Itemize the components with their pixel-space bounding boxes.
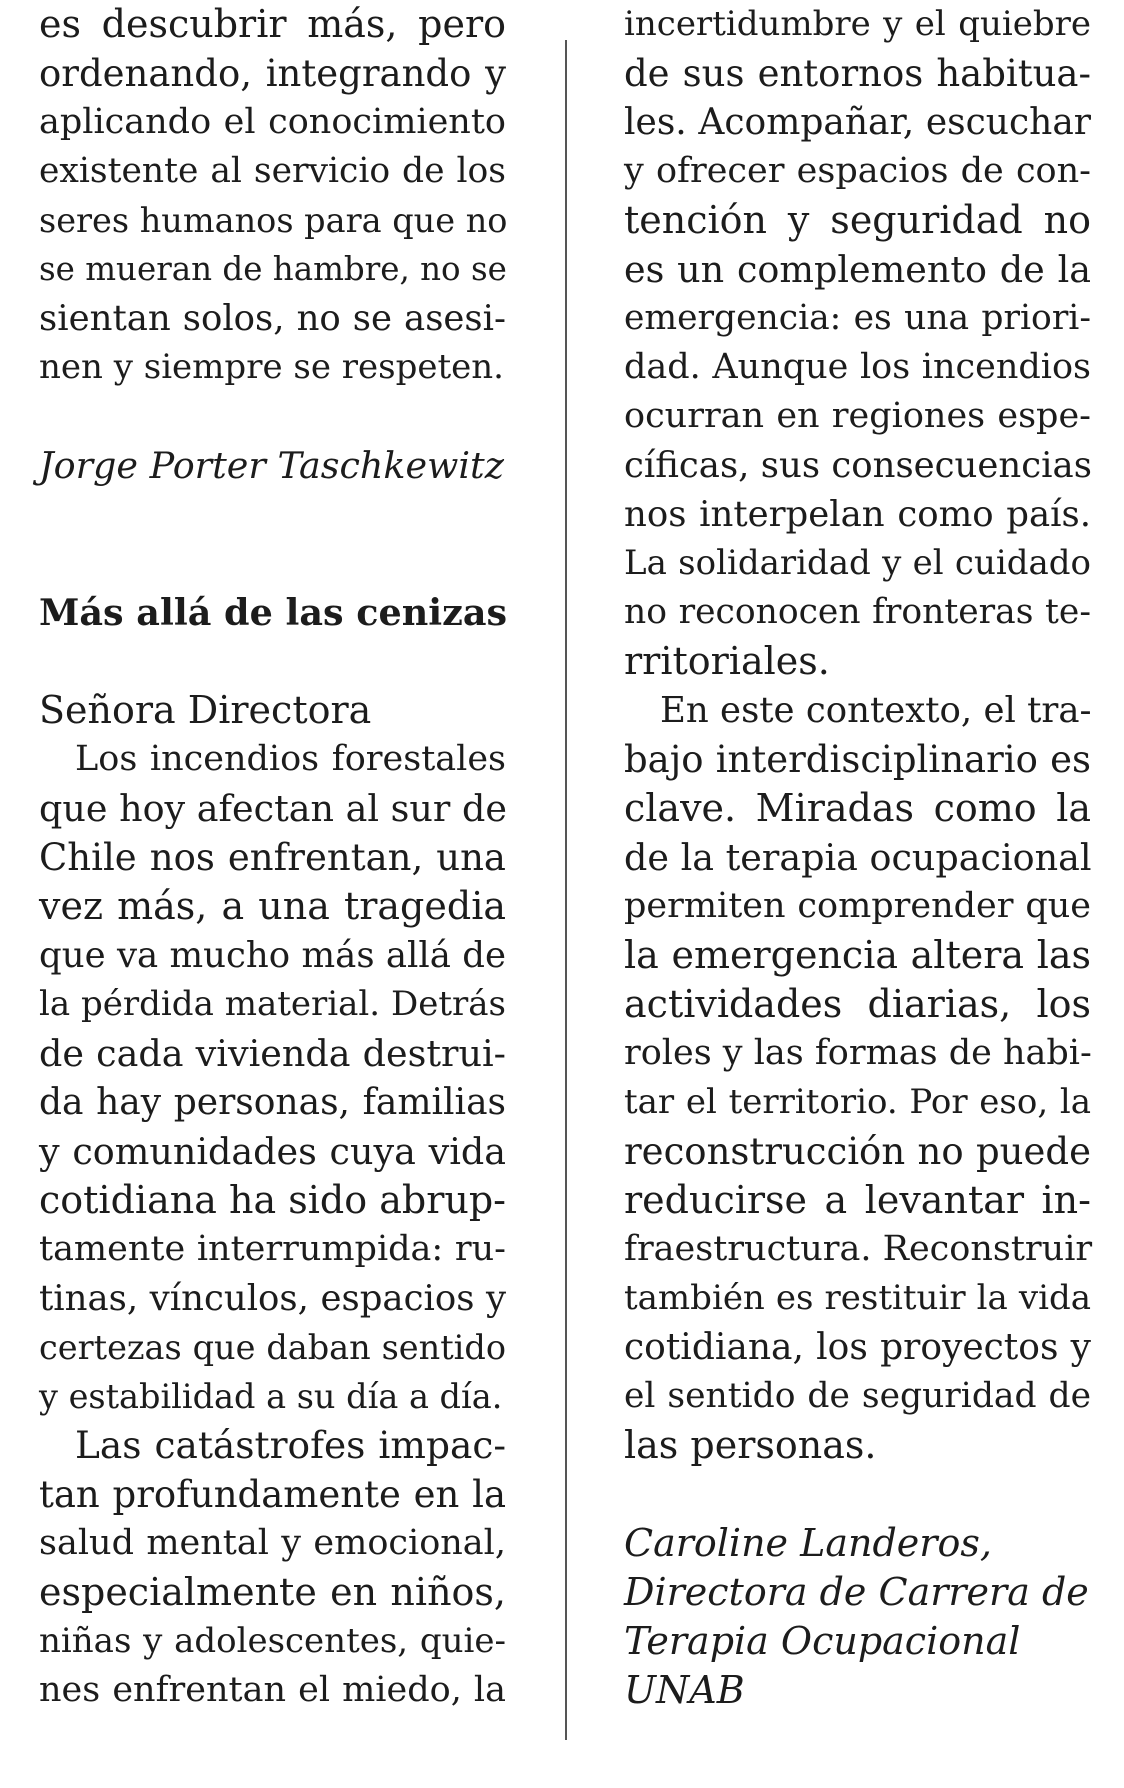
text-line: es descubrir más, pero: [39, 2, 506, 46]
previous-letter-ending: [39, 0, 506, 392]
text-line: cotidiana, los proyectos y: [624, 1327, 1091, 1368]
text-line: tención y seguridad no: [624, 198, 1091, 242]
text-line: permiten comprender que: [624, 886, 1091, 926]
text-line: de la terapia ocupacional: [624, 836, 1092, 879]
text-line: fraestructura. Reconstruir: [624, 1229, 1093, 1269]
letter-heading: Más allá de las cenizas: [39, 591, 508, 634]
text-line: niñas y adolescentes, quie-: [39, 1621, 506, 1661]
paragraph-continued: [624, 0, 1091, 686]
signature-line: UNAB: [624, 1668, 745, 1712]
text-line: da hay personas, familias: [39, 1082, 506, 1123]
text-line: las personas.: [624, 1423, 877, 1467]
text-line: Los incendios forestales: [75, 739, 506, 779]
text-line: roles y las formas de habi-: [624, 1033, 1092, 1073]
text-line: les. Acompañar, escuchar: [624, 102, 1091, 143]
text-line: se mueran de hambre, no se: [39, 250, 507, 288]
text-line: cotidiana ha sido abrup-: [39, 1178, 506, 1222]
text-line: reducirse a levantar in-: [624, 1178, 1091, 1222]
text-line: cíficas, sus consecuencias: [624, 445, 1092, 486]
text-line: nen y siempre se respeten.: [39, 347, 504, 387]
salutation: Señora Directora: [39, 688, 372, 732]
text-line: de sus entornos habitua-: [624, 52, 1091, 95]
column-divider: [565, 40, 567, 1740]
text-line: nos interpelan como país.: [624, 494, 1091, 535]
text-line: actividades diarias, los: [624, 982, 1091, 1026]
text-line: rritoriales.: [624, 639, 830, 683]
text-line: sientan solos, no se asesi-: [39, 298, 506, 339]
text-line: tar el territorio. Por eso, la: [624, 1082, 1091, 1122]
paragraph: [624, 686, 1091, 1470]
text-line: Chile nos enfrentan, una: [39, 836, 506, 879]
text-line: y comunidades cuya vida: [39, 1130, 506, 1173]
text-line: y estabilidad a su día a día.: [39, 1377, 503, 1416]
text-line: de cada vivienda destrui-: [39, 1032, 506, 1075]
text-line: nes enfrentan el miedo, la: [39, 1670, 506, 1710]
paragraph: [39, 1421, 506, 1715]
text-line: Las catástrofes impac-: [75, 1423, 506, 1467]
text-line: especialmente en niños,: [39, 1570, 506, 1614]
text-line: incertidumbre y el quiebre: [624, 4, 1091, 44]
text-line: La solidaridad y el cuidado: [624, 543, 1091, 583]
text-line: no reconocen fronteras te-: [624, 592, 1091, 632]
author-signature: Jorge Porter Taschkewitz: [39, 444, 504, 487]
text-line: bajo interdisciplinario es: [624, 738, 1091, 781]
text-line: reconstrucción no puede: [624, 1130, 1091, 1173]
right-column: [624, 0, 1091, 1715]
text-line: clave. Miradas como la: [624, 786, 1091, 830]
text-line: seres humanos para que no: [39, 201, 508, 240]
signature-line: Terapia Ocupacional: [624, 1619, 1021, 1663]
signature-line: Directora de Carrera de: [624, 1570, 1089, 1614]
author-signature: [624, 1519, 1091, 1715]
text-line: aplicando el conocimiento: [39, 102, 506, 142]
text-line: ocurran en regiones espe-: [624, 396, 1091, 436]
text-line: En este contexto, el tra-: [660, 690, 1092, 731]
text-line: que va mucho más allá de: [39, 935, 506, 976]
text-line: emergencia: es una priori-: [624, 298, 1091, 338]
text-line: certezas que daban sentido: [39, 1328, 506, 1367]
text-line: ordenando, integrando y: [39, 52, 506, 95]
left-column: [39, 0, 506, 1715]
paragraph: [39, 735, 506, 1421]
text-line: salud mental y emocional,: [39, 1523, 506, 1563]
text-line: es un complemento de la: [624, 248, 1091, 291]
signature-line: Caroline Landeros,: [624, 1521, 992, 1565]
text-line: dad. Aunque los incendios: [624, 347, 1091, 387]
text-line: vez más, a una tragedia: [39, 884, 506, 928]
text-line: tan profundamente en la: [39, 1473, 506, 1516]
text-line: la pérdida material. Detrás: [39, 984, 506, 1024]
text-line: que hoy afectan al sur de: [39, 787, 507, 830]
text-line: existente al servicio de los: [39, 151, 506, 191]
text-line: también es restituir la vida: [624, 1278, 1091, 1318]
text-line: tinas, vínculos, espacios y: [39, 1278, 506, 1319]
text-line: el sentido de seguridad de: [624, 1376, 1091, 1416]
text-line: tamente interrumpida: ru-: [39, 1229, 506, 1269]
text-line: y ofrecer espacios de con-: [624, 151, 1091, 191]
text-line: la emergencia altera las: [624, 933, 1091, 977]
